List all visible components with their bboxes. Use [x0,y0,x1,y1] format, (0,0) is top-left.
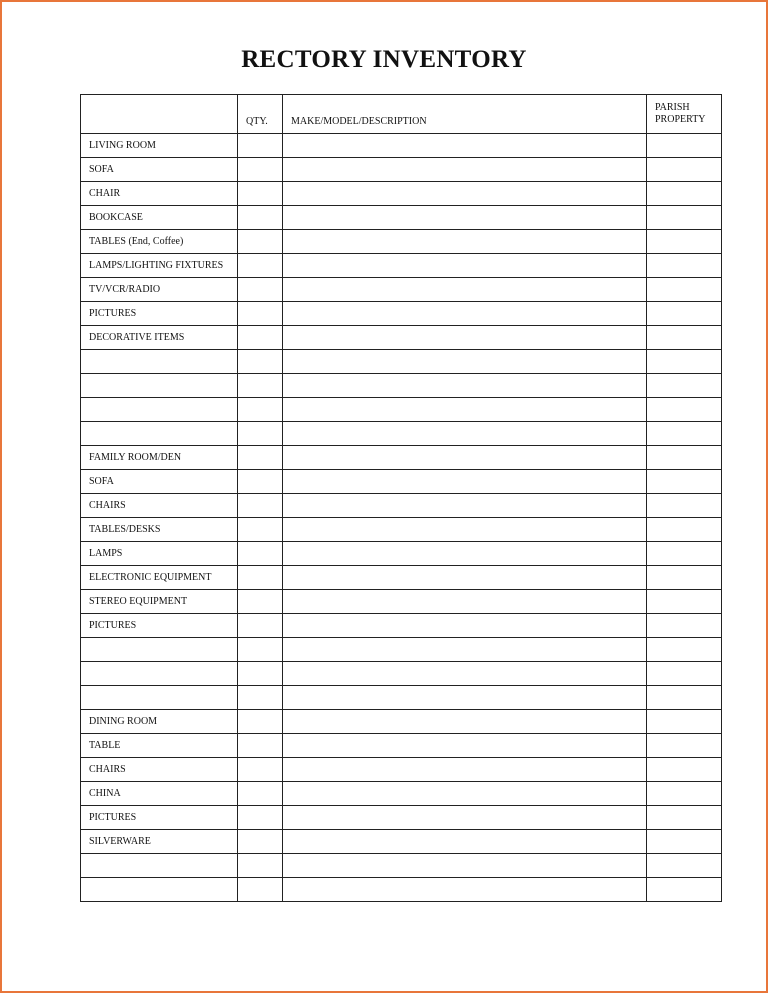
table-row [81,182,722,206]
parish-property-cell[interactable] [647,446,722,470]
description-cell[interactable] [283,350,647,374]
qty-cell[interactable] [238,686,283,710]
table-row [81,254,722,278]
item-label: CHAIRS [81,494,238,518]
qty-cell[interactable] [238,734,283,758]
item-label [81,350,238,374]
parish-property-column-header [647,95,722,134]
section-header-row [81,134,722,158]
item-label: TABLES (End, Coffee) [81,230,238,254]
table-row [81,566,722,590]
parish-property-cell[interactable] [647,734,722,758]
item-label: TABLE [81,734,238,758]
qty-cell[interactable] [238,254,283,278]
parish-property-cell[interactable] [647,590,722,614]
qty-cell[interactable] [238,614,283,638]
table-row [81,590,722,614]
qty-cell[interactable] [238,830,283,854]
description-cell[interactable] [283,542,647,566]
item-label: PICTURES [81,806,238,830]
table-row [81,830,722,854]
parish-property-cell[interactable] [647,614,722,638]
parish-property-cell[interactable] [647,782,722,806]
table-row [81,494,722,518]
description-cell[interactable] [283,638,647,662]
parish-property-cell[interactable] [647,854,722,878]
item-label: DECORATIVE ITEMS [81,326,238,350]
description-cell[interactable] [283,446,647,470]
parish-property-cell[interactable] [647,326,722,350]
table-row [81,518,722,542]
description-cell[interactable] [283,134,647,158]
table-row [81,758,722,782]
table-row [81,230,722,254]
description-cell[interactable] [283,734,647,758]
parish-property-cell[interactable] [647,878,722,902]
qty-cell[interactable] [238,638,283,662]
description-column-header: MAKE/MODEL/DESCRIPTION [283,95,647,134]
description-cell[interactable] [283,614,647,638]
description-cell[interactable] [283,710,647,734]
description-cell[interactable] [283,494,647,518]
description-cell[interactable] [283,470,647,494]
qty-cell[interactable] [238,590,283,614]
qty-cell[interactable] [238,518,283,542]
description-cell[interactable] [283,182,647,206]
document-title: RECTORY INVENTORY [241,46,527,73]
qty-cell[interactable] [238,374,283,398]
description-cell[interactable] [283,326,647,350]
description-cell[interactable] [283,254,647,278]
parish-property-cell[interactable] [647,638,722,662]
qty-cell[interactable] [238,422,283,446]
description-cell[interactable] [283,590,647,614]
qty-cell[interactable] [238,494,283,518]
table-row [81,662,722,686]
inventory-table [80,94,722,902]
table-header-row [81,95,722,134]
qty-cell[interactable] [238,350,283,374]
qty-cell[interactable] [238,758,283,782]
item-label: LAMPS/LIGHTING FIXTURES [81,254,238,278]
description-cell[interactable] [283,302,647,326]
item-label: BOOKCASE [81,206,238,230]
item-label [81,878,238,902]
table-row [81,782,722,806]
parish-property-cell[interactable] [647,278,722,302]
table-row [81,374,722,398]
description-cell[interactable] [283,158,647,182]
description-cell[interactable] [283,566,647,590]
description-cell[interactable] [283,230,647,254]
parish-property-cell[interactable] [647,182,722,206]
qty-cell[interactable] [238,566,283,590]
description-cell[interactable] [283,878,647,902]
item-label [81,398,238,422]
description-cell[interactable] [283,806,647,830]
parish-property-cell[interactable] [647,830,722,854]
table-row [81,806,722,830]
table-row [81,638,722,662]
parish-property-cell[interactable] [647,686,722,710]
table-row [81,686,722,710]
parish-property-cell[interactable] [647,470,722,494]
item-label [81,662,238,686]
item-label: CHAIR [81,182,238,206]
table-row [81,278,722,302]
parish-property-cell[interactable] [647,806,722,830]
parish-property-cell[interactable] [647,158,722,182]
table-row [81,326,722,350]
table-row [81,398,722,422]
section-label: LIVING ROOM [81,134,238,158]
description-cell[interactable] [283,398,647,422]
qty-column-header: QTY. [238,95,283,134]
parish-header-line-2: PROPERTY [655,114,706,125]
description-cell[interactable] [283,662,647,686]
description-cell[interactable] [283,758,647,782]
table-row [81,542,722,566]
description-cell[interactable] [283,422,647,446]
parish-header-line-1: PARISH [655,102,690,113]
item-label [81,638,238,662]
qty-cell[interactable] [238,878,283,902]
section-header-row [81,710,722,734]
qty-cell[interactable] [238,206,283,230]
parish-property-cell[interactable] [647,662,722,686]
parish-property-cell[interactable] [647,206,722,230]
section-header-row [81,446,722,470]
section-label: FAMILY ROOM/DEN [81,446,238,470]
parish-property-cell[interactable] [647,758,722,782]
item-label [81,374,238,398]
item-label: TV/VCR/RADIO [81,278,238,302]
qty-cell[interactable] [238,854,283,878]
item-label: TABLES/DESKS [81,518,238,542]
description-cell[interactable] [283,374,647,398]
table-row [81,878,722,902]
table-row [81,614,722,638]
parish-property-cell[interactable] [647,254,722,278]
item-label: CHAIRS [81,758,238,782]
parish-property-cell[interactable] [647,542,722,566]
inventory-body [81,134,722,902]
table-row [81,734,722,758]
qty-cell[interactable] [238,302,283,326]
item-label: LAMPS [81,542,238,566]
table-row [81,422,722,446]
item-label: ELECTRONIC EQUIPMENT [81,566,238,590]
table-row [81,854,722,878]
qty-cell[interactable] [238,398,283,422]
qty-cell[interactable] [238,710,283,734]
description-cell[interactable] [283,782,647,806]
description-cell[interactable] [283,686,647,710]
description-cell[interactable] [283,278,647,302]
parish-property-cell[interactable] [647,710,722,734]
item-label [81,686,238,710]
parish-property-cell[interactable] [647,494,722,518]
parish-property-cell[interactable] [647,302,722,326]
item-label: PICTURES [81,614,238,638]
description-cell[interactable] [283,854,647,878]
table-row [81,206,722,230]
qty-cell[interactable] [238,326,283,350]
item-label: SOFA [81,470,238,494]
table-row [81,158,722,182]
item-label: SILVERWARE [81,830,238,854]
qty-cell[interactable] [238,542,283,566]
parish-property-cell[interactable] [647,398,722,422]
parish-property-cell[interactable] [647,134,722,158]
parish-property-cell[interactable] [647,518,722,542]
item-label: STEREO EQUIPMENT [81,590,238,614]
description-cell[interactable] [283,518,647,542]
qty-cell[interactable] [238,662,283,686]
qty-cell[interactable] [238,158,283,182]
parish-property-cell[interactable] [647,350,722,374]
description-cell[interactable] [283,206,647,230]
qty-cell[interactable] [238,806,283,830]
qty-cell[interactable] [238,230,283,254]
description-cell[interactable] [283,830,647,854]
item-column-header [81,95,238,134]
item-label [81,854,238,878]
qty-cell[interactable] [238,446,283,470]
table-row [81,470,722,494]
section-label: DINING ROOM [81,710,238,734]
qty-cell[interactable] [238,182,283,206]
parish-property-cell[interactable] [647,230,722,254]
qty-cell[interactable] [238,134,283,158]
table-row [81,350,722,374]
table-row [81,302,722,326]
item-label [81,422,238,446]
parish-property-cell[interactable] [647,566,722,590]
qty-cell[interactable] [238,278,283,302]
item-label: CHINA [81,782,238,806]
parish-property-cell[interactable] [647,374,722,398]
parish-property-cell[interactable] [647,422,722,446]
item-label: SOFA [81,158,238,182]
qty-cell[interactable] [238,470,283,494]
item-label: PICTURES [81,302,238,326]
qty-cell[interactable] [238,782,283,806]
